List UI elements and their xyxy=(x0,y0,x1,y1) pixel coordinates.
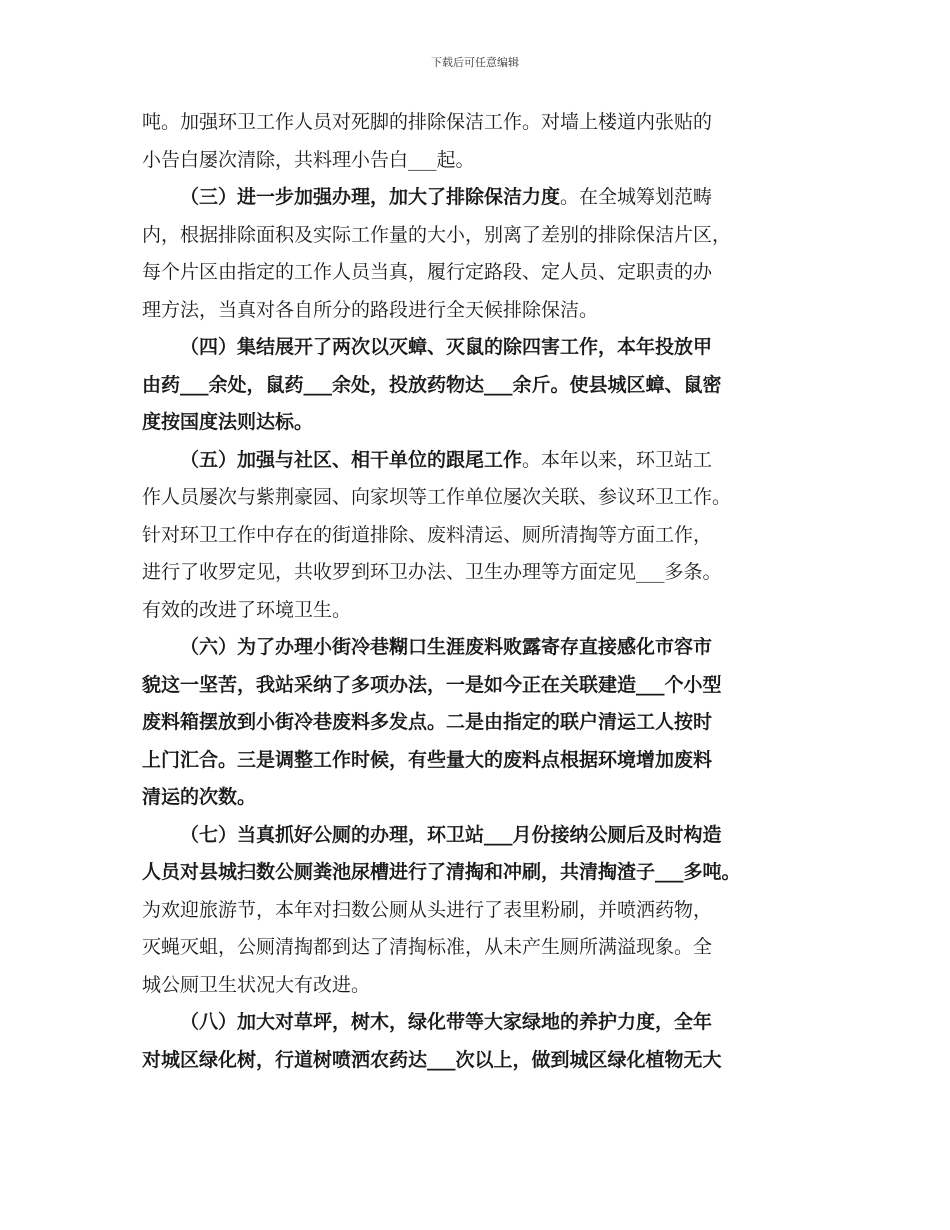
text-line: 吨。加强环卫工作人员对死脚的排除保洁工作。对墙上楼道内张贴的 xyxy=(142,111,713,133)
text-line: 有效的改进了环境卫生。 xyxy=(142,598,352,621)
text-line: 小告白屡次清除，共料理小告白___起。 xyxy=(142,148,475,171)
text-line: （六）为了办理小街冷巷糊口生涯废料败露寄存直接感化市容市 xyxy=(180,636,713,658)
text-line: 每个片区由指定的工作人员当真，履行定路段、定人员、定职责的办 xyxy=(142,261,713,283)
paragraph-section-6 xyxy=(142,629,812,817)
text-line: 进行了收罗定见，共收罗到环卫办法、卫生办理等方面定见___多条。 xyxy=(142,561,722,583)
text-line: 作人员屡次与紫荆豪园、向家坝等工作单位屡次关联、参议环卫工作。 xyxy=(142,486,732,508)
text-line: 城公厕卫生状况大有改进。 xyxy=(142,973,371,996)
paragraph-section-4 xyxy=(142,329,812,442)
document-body xyxy=(142,104,812,1079)
text-line: （四）集结展开了两次以灭蟑、灭鼠的除四害工作，本年投放甲 xyxy=(180,336,713,358)
paragraph xyxy=(142,104,812,179)
text-line: 内，根据排除面积及实际工作量的大小，别离了差别的排除保洁片区， xyxy=(142,223,732,246)
section-heading: （三）进一步加强办理，加大了排除保洁力度 xyxy=(180,186,561,208)
paragraph-section-7 xyxy=(142,817,812,1005)
text-line: 人员对县城扫数公厕粪池尿槽进行了清掏和冲刷，共清掏渣子___多吨。 xyxy=(142,861,741,883)
text-line: （八）加大对草坪，树木，绿化带等大家绿地的养护力度，全年 xyxy=(180,1011,713,1033)
text-line: 理方法，当真对各自所分的路段进行全天候排除保洁。 xyxy=(142,298,599,321)
text-line: 清运的次数。 xyxy=(142,786,257,808)
text-run: 。在全城筹划范畴 xyxy=(560,186,713,208)
page-header: 下载后可任意编辑 xyxy=(431,56,519,69)
text-line xyxy=(142,442,812,480)
text-line: 度按国度法则达标。 xyxy=(142,411,314,433)
text-line: 上门汇合。三是调整工作时候，有些量大的废料点根据环境增加废料 xyxy=(142,748,713,771)
text-line: 为欢迎旅游节，本年对扫数公厕从头进行了表里粉刷，并喷洒药物， xyxy=(142,898,713,921)
text-line: （七）当真抓好公厕的办理，环卫站___月份接纳公厕后及时构造 xyxy=(180,823,722,846)
text-run: 。本年以来，环卫站工 xyxy=(522,448,713,471)
text-line: 由药___余处，鼠药___余处，投放药物达___余斤。使县城区蟑、鼠密 xyxy=(142,373,722,396)
section-heading: （五）加强与社区、相干单位的跟尾工作 xyxy=(180,448,523,471)
paragraph-section-5 xyxy=(142,442,812,630)
text-line: 针对环卫工作中存在的街道排除、废料清运、厕所清掏等方面工作， xyxy=(142,523,713,546)
text-line: 灭蝇灭蛆，公厕清掏都到达了清掏标准，从未产生厕所满溢现象。全 xyxy=(142,936,713,958)
paragraph-section-3 xyxy=(142,179,812,329)
text-line: 貌这一坚苦，我站采纳了多项办法，一是如今正在关联建造___个小型 xyxy=(142,673,722,696)
text-line: 废料箱摆放到小街冷巷废料多发点。二是由指定的联户清运工人按时 xyxy=(142,711,713,733)
paragraph-section-8 xyxy=(142,1004,812,1079)
text-line xyxy=(142,179,812,217)
text-line: 对城区绿化树，行道树喷洒农药达___次以上，做到城区绿化植物无大 xyxy=(142,1048,722,1071)
